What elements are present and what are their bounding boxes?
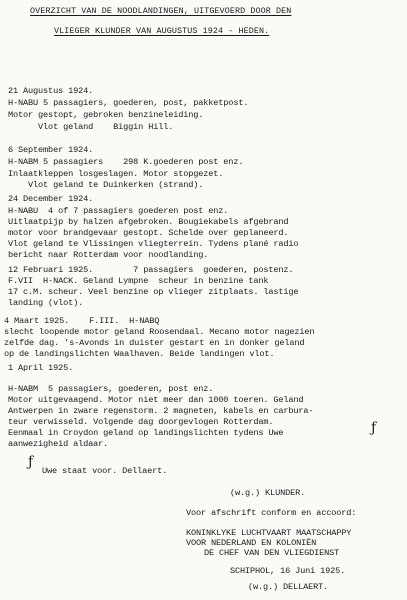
title-line-2: VLIEGER KLUNDER VAN AUGUSTUS 1924 - HEDEN.: [54, 26, 270, 36]
entry-6-line: teur verwisseld. Volgende dag doorgevlogen Rotterdam.: [8, 417, 274, 427]
signature-dellaert: (w.g.) DELLAERT.: [248, 582, 329, 592]
entry-3-line: Uitlaatpijp by halzen afgebroken. Bougiekabels afgebrand: [8, 217, 289, 227]
entry-1-line: H-NABU 5 passagiers, goederen, post, pakketpost.: [8, 98, 249, 108]
entry-1-date: 21 Augustus 1924.: [8, 86, 94, 96]
entry-4-line: F.VII H-NACK. Geland Lympne scheur in benzine tank: [8, 276, 269, 286]
handwritten-f-mark-icon: ƒ: [28, 454, 34, 470]
entry-2-line: Vlot geland te Duinkerken (strand).: [8, 180, 204, 190]
entry-3-line: bericht naar Rotterdam voor noodlanding.: [8, 250, 209, 260]
entry-5-date: 4 Maart 1925. F.III. H-NABQ: [4, 316, 160, 326]
entry-6-line: Eenmaal in Croydon geland op landingslichten tydens Uwe: [8, 428, 284, 438]
entry-6-line: aanwezigheid aldaar.: [8, 439, 109, 449]
entry-3-date: 24 December 1924.: [8, 194, 94, 204]
entry-4-line: landing (vlot).: [8, 298, 84, 308]
entry-2-date: 6 September 1924.: [8, 145, 94, 155]
entry-5-line: zelfde dag. 's-Avonds in duister gestart en in donker geland: [4, 338, 305, 348]
entry-3-line: H-NABU 4 of 7 passagiers goederen post enz.: [8, 206, 229, 216]
handwritten-f-mark-icon: ƒ: [371, 420, 377, 436]
entry-3-line: Vlot geland te Vlissingen vliegterrein. Tydens plané radio: [8, 239, 299, 249]
entry-4-line: 17 c.M. scheur. Veel benzine op vlieger zitplaats. lastige: [8, 287, 299, 297]
entry-1-line: Vlot geland Biggin Hill.: [8, 122, 174, 132]
entry-1-line: Motor gestopt, gebroken benzineleiding.: [8, 110, 204, 120]
signature-klunder: (w.g.) KLUNDER.: [230, 488, 306, 498]
entry-6-line: Antwerpen in zware regenstorm. 2 magneten, kabels en carbura-: [8, 406, 314, 416]
title-line-1: OVERZICHT VAN DE NOODLANDINGEN, UITGEVOERD DOOR DEN: [30, 6, 292, 16]
closing-note: Uwe staat voor. Dellaert.: [42, 466, 168, 476]
entry-2-line: H-NABM 5 passagiers 298 K.goederen post enz.: [8, 157, 244, 167]
org-line-2: VOOR NEDERLAND EN KOLONIËN: [186, 538, 317, 548]
copy-conform-line: Voor afschrift conform en accoord:: [186, 508, 357, 518]
org-line-3: DE CHEF VAN DEN VLIEGDIENST: [204, 548, 340, 558]
entry-2-line: Inlaatkleppen losgeslagen. Motor stopgezet.: [8, 169, 224, 179]
org-line-1: KONINKLYKE LUCHTVAART MAATSCHAPPY: [186, 528, 352, 538]
entry-6-line: H-NABM 5 passagiers, goederen, post enz.: [8, 384, 214, 394]
place-date: SCHIPHOL, 16 Juni 1925.: [230, 566, 346, 576]
entry-3-line: motor voor brandgevaar gestopt. Schelde over geplaneerd.: [8, 228, 289, 238]
entry-6-line: Motor uitgevaagend. Motor niet meer dan 1000 toeren. Geland: [8, 395, 304, 405]
entry-5-line: slecht loopende motor geland Roosendaal. Mecano motor nagezien: [4, 327, 315, 337]
entry-4-date: 12 Februari 1925. 7 passagiers goederen, postenz.: [8, 265, 294, 275]
entry-6-date: 1 April 1925.: [8, 363, 74, 373]
entry-5-line: op de landingslichten Waalhaven. Beide landingen vlot.: [4, 349, 275, 359]
